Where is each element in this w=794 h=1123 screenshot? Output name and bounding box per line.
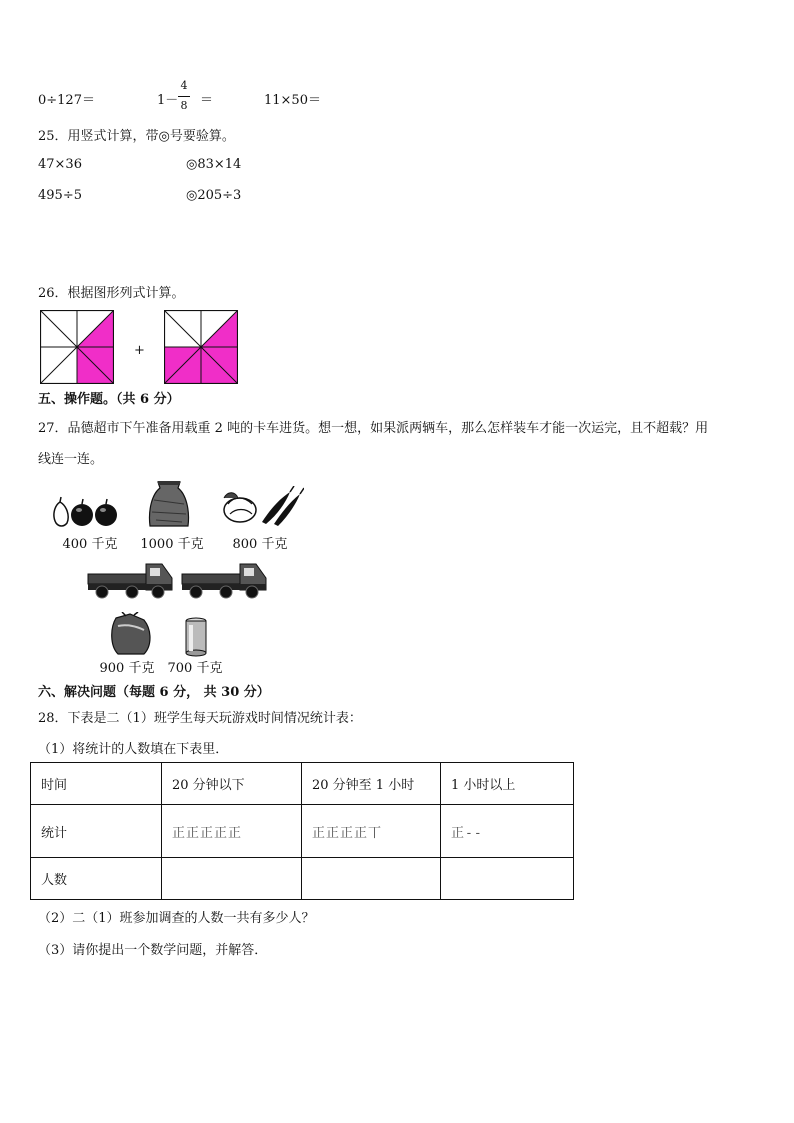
table-header-time: 时间 [31,763,162,805]
q28-sub2: （2）二（1）班参加调查的人数一共有多少人？ [38,911,315,926]
q25-item-3: 495÷5 [38,188,82,203]
calc-expr-2-eq: ＝ [200,93,214,108]
q25-item-1: 47×36 [38,157,82,172]
sack-icon [146,480,192,528]
q28-sub1: （1）将统计的人数填在下表里． [38,742,229,757]
tally-cell-3: 正-- [441,805,574,858]
count-cell-2[interactable] [302,858,441,900]
truck-icon [180,560,268,600]
table-header-under-20: 20 分钟以下 [162,763,302,805]
table-row [31,805,574,858]
section6-title: 六、解决问题（每题 6 分， 共 30 分） [38,685,270,700]
fraction-numerator: 4 [180,79,188,92]
calc-expr-3: 11×50＝ [264,93,321,108]
goods-weight-2: 1000 千克 [140,537,204,552]
q26-title: 26．根据图形列式计算。 [38,286,185,301]
q27-line1: 27．品德超市下午准备用载重 2 吨的卡车进货。想一想，如果派两辆车，那么怎样装车才能一次运完，且不超载？用 [38,421,709,436]
plus-sign: + [134,343,145,358]
goods-weight-4: 900 千克 [99,661,155,676]
fraction-denominator: 8 [180,99,188,112]
fruit-icon [50,496,120,528]
calc-expr-1: 0÷127＝ [38,93,95,108]
bag-icon [108,612,154,656]
vegetables-icon [220,486,304,526]
stat-table [30,762,574,900]
table-row-label-stat: 统计 [31,805,162,858]
q25-item-2: ◎83×14 [186,157,242,172]
q25-title: 25．用竖式计算，带◎号要验算。 [38,129,235,144]
q27-line2: 线连一连。 [38,452,104,467]
table-header-over-1h: 1 小时以上 [441,763,574,805]
count-cell-1[interactable] [162,858,302,900]
truck-icon [86,560,174,600]
goods-weight-3: 800 千克 [232,537,288,552]
fraction-square-left [40,310,114,384]
goods-weight-5: 700 千克 [167,661,223,676]
calc-expr-2-whole: 1－ [157,93,179,108]
table-header-20-to-60: 20 分钟至 1 小时 [302,763,441,805]
section5-title: 五、操作题。（共 6 分） [38,392,180,407]
can-icon [184,617,208,657]
q28-sub3: （3）请你提出一个数学问题，并解答． [38,943,268,958]
goods-weight-1: 400 千克 [62,537,118,552]
table-row [31,763,574,805]
tally-cell-2: 正正正正丅 [302,805,441,858]
count-cell-3[interactable] [441,858,574,900]
table-row [31,858,574,900]
q25-item-4: ◎205÷3 [186,188,242,203]
fraction-square-right [164,310,238,384]
q28-title: 28．下表是二（1）班学生每天玩游戏时间情况统计表： [38,711,362,726]
tally-cell-1: 正正正正正 [162,805,302,858]
table-row-label-count: 人数 [31,858,162,900]
fraction-bar [178,96,190,97]
